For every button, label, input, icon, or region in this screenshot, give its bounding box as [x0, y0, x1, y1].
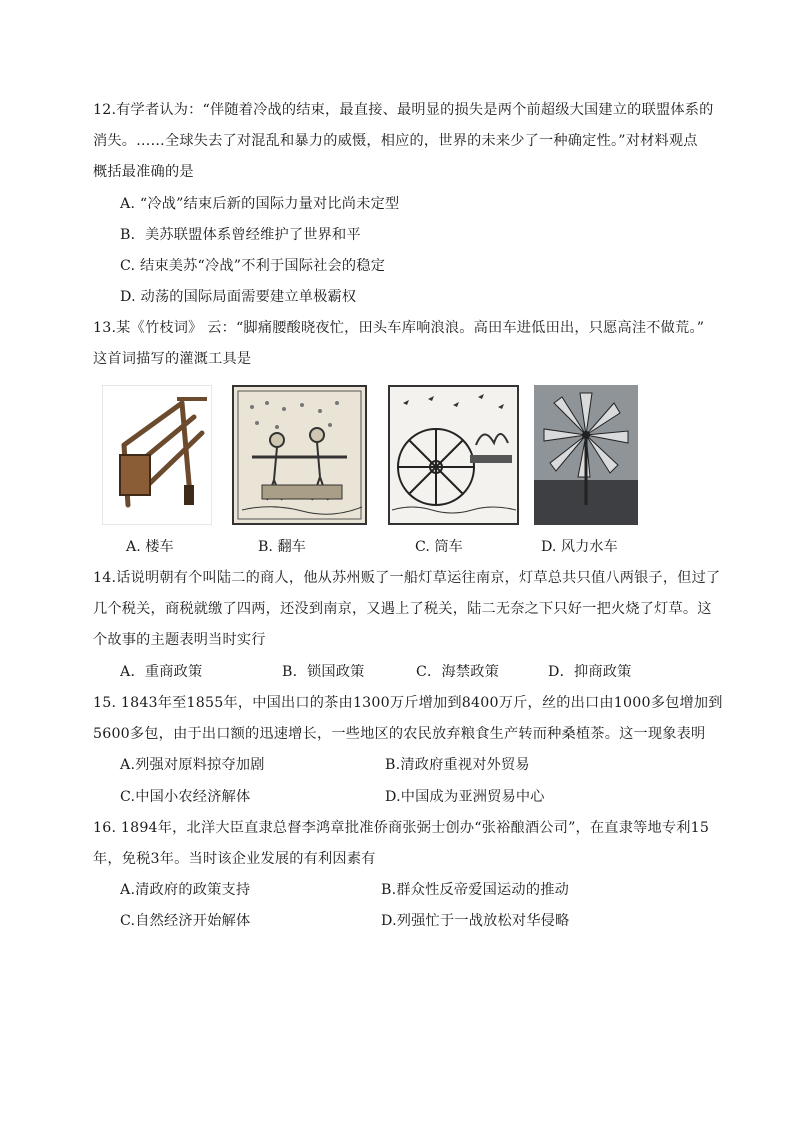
- q14-option-c: C．海禁政策: [416, 664, 499, 680]
- image-caption-a: A. 楼车: [126, 539, 174, 555]
- q16-option-b: B.群众性反帝爱国运动的推动: [381, 882, 569, 898]
- q16-stem-line2: 年，免税3年。当时该企业发展的有利因素有: [93, 851, 376, 867]
- q16-stem-line1: 16. 1894年，北洋大臣直隶总督李鸿章批准侨商张弼士创办“张裕酿酒公司”，在直隶等地专利15: [93, 820, 710, 836]
- q15-option-a: A.列强对原料掠夺加剧: [120, 757, 265, 773]
- image-caption-c: C. 筒车: [415, 539, 463, 555]
- q12-stem-line3: 概括最准确的是: [93, 164, 194, 180]
- q14-stem-line3: 个故事的主题表明当时实行: [93, 632, 266, 648]
- q15-stem-line2: 5600多包，由于出口额的迅速增长，一些地区的农民放弃粮食生产转而种桑植茶。这一现象表明: [93, 726, 706, 742]
- q15-option-d: D.中国成为亚洲贸易中心: [385, 789, 545, 805]
- image-louche: [102, 385, 212, 525]
- q12-option-a: A. “冷战”结束后新的国际力量对比尚未定型: [120, 196, 400, 212]
- q16-option-d: D.列强忙于一战放松对华侵略: [381, 913, 570, 929]
- q15-stem-line1: 15. 1843年至1855年，中国出口的茶由1300万斤增加到8400万斤，丝的出口由1000多包增加到: [93, 695, 723, 711]
- q14-option-d: D．抑商政策: [548, 664, 632, 680]
- q15-option-b: B.清政府重视对外贸易: [385, 757, 530, 773]
- image-windmill: [534, 385, 638, 525]
- q12-stem-line1: 12.有学者认为：“伴随着冷战的结束，最直接、最明显的损失是两个前超级大国建立的联盟体系的: [93, 102, 714, 118]
- q15-option-c: C.中国小农经济解体: [120, 789, 251, 805]
- q12-option-d: D. 动荡的国际局面需要建立单极霸权: [120, 289, 357, 305]
- q12-option-b: B．美苏联盟体系曾经维护了世界和平: [120, 227, 361, 243]
- q13-stem-line1: 13.某《竹枝词》 云：“脚痛腰酸晓夜忙，田头车库响浪浪。高田车进低田出，只愿高洼不做荒。”: [93, 320, 705, 336]
- q12-option-c: C. 结束美苏“冷战”不利于国际社会的稳定: [120, 258, 386, 274]
- image-fanche: [232, 385, 367, 525]
- image-tongche: [388, 385, 519, 525]
- q14-stem-line2: 几个税关，商税就缴了四两，还没到南京，又遇上了税关，陆二无奈之下只好一把火烧了灯草。这: [93, 601, 712, 617]
- q16-option-a: A.清政府的政策支持: [120, 882, 251, 898]
- q14-option-a: A．重商政策: [120, 664, 203, 680]
- q16-option-c: C.自然经济开始解体: [120, 913, 251, 929]
- q14-stem-line1: 14.话说明朝有个叫陆二的商人，他从苏州贩了一船灯草运往南京，灯草总共只值八两银子，但过了: [93, 570, 721, 586]
- image-caption-d: D. 风力水车: [541, 539, 618, 555]
- q13-stem-line2: 这首词描写的灌溉工具是: [93, 351, 252, 367]
- q14-option-b: B．锁国政策: [282, 664, 365, 680]
- q12-stem-line2: 消失。……全球失去了对混乱和暴力的威慑，相应的，世界的未来少了一种确定性。”对材料观点: [93, 133, 698, 149]
- image-caption-b: B. 翻车: [258, 539, 306, 555]
